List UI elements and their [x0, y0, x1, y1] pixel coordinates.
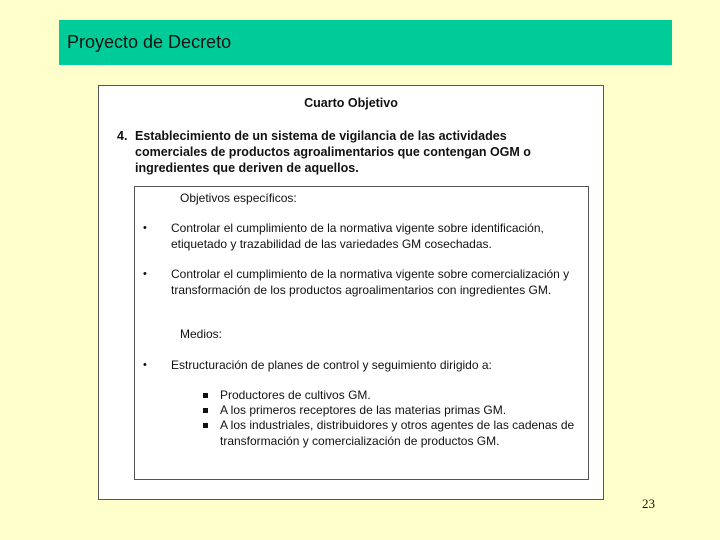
list-item-text: Controlar el cumplimiento de la normativa vigente sobre identificación, etiquetado y trazabilidad de las variedades GM cosechadas. — [171, 221, 544, 251]
square-bullet-icon — [203, 393, 208, 398]
sub-list-item — [203, 388, 575, 404]
title-bar — [59, 20, 672, 65]
sub-list-item-text: Productores de cultivos GM. — [220, 388, 371, 402]
page-number: 23 — [642, 496, 655, 511]
bullet-icon: • — [143, 268, 147, 280]
sub-list-item — [203, 418, 575, 449]
document-heading: Cuarto Objetivo — [304, 96, 398, 110]
bullet-icon: • — [143, 222, 147, 234]
square-bullet-icon — [203, 408, 208, 413]
goal-statement — [117, 128, 567, 176]
sub-list-item — [203, 403, 575, 419]
means-label: Medios: — [180, 327, 223, 341]
list-item — [143, 221, 576, 252]
bullet-icon: • — [143, 359, 147, 371]
list-item-text: Estructuración de planes de control y seguimiento dirigido a: — [171, 358, 492, 372]
objectives-box — [134, 186, 589, 480]
list-item — [143, 358, 576, 374]
list-item — [143, 267, 576, 298]
square-bullet-icon — [203, 423, 208, 428]
slide-title: Proyecto de Decreto — [67, 32, 232, 52]
sub-list-item-text: A los industriales, distribuidores y otros agentes de las cadenas de transformación y comercialización de productos GM. — [220, 418, 575, 448]
list-item-text: Controlar el cumplimiento de la normativa vigente sobre comercialización y transformación de los productos agroalimentarios con ingredientes GM. — [171, 267, 570, 297]
document-panel — [98, 85, 604, 500]
goal-number: 4. — [117, 129, 128, 143]
goal-text: Establecimiento de un sistema de vigilancia de las actividades comerciales de productos agroalimentarios que contengan OGM o ingredientes que deriven de aquellos. — [135, 129, 531, 175]
specific-objectives-label: Objetivos específicos: — [180, 191, 297, 205]
sub-list-item-text: A los primeros receptores de las materias primas GM. — [220, 403, 507, 417]
